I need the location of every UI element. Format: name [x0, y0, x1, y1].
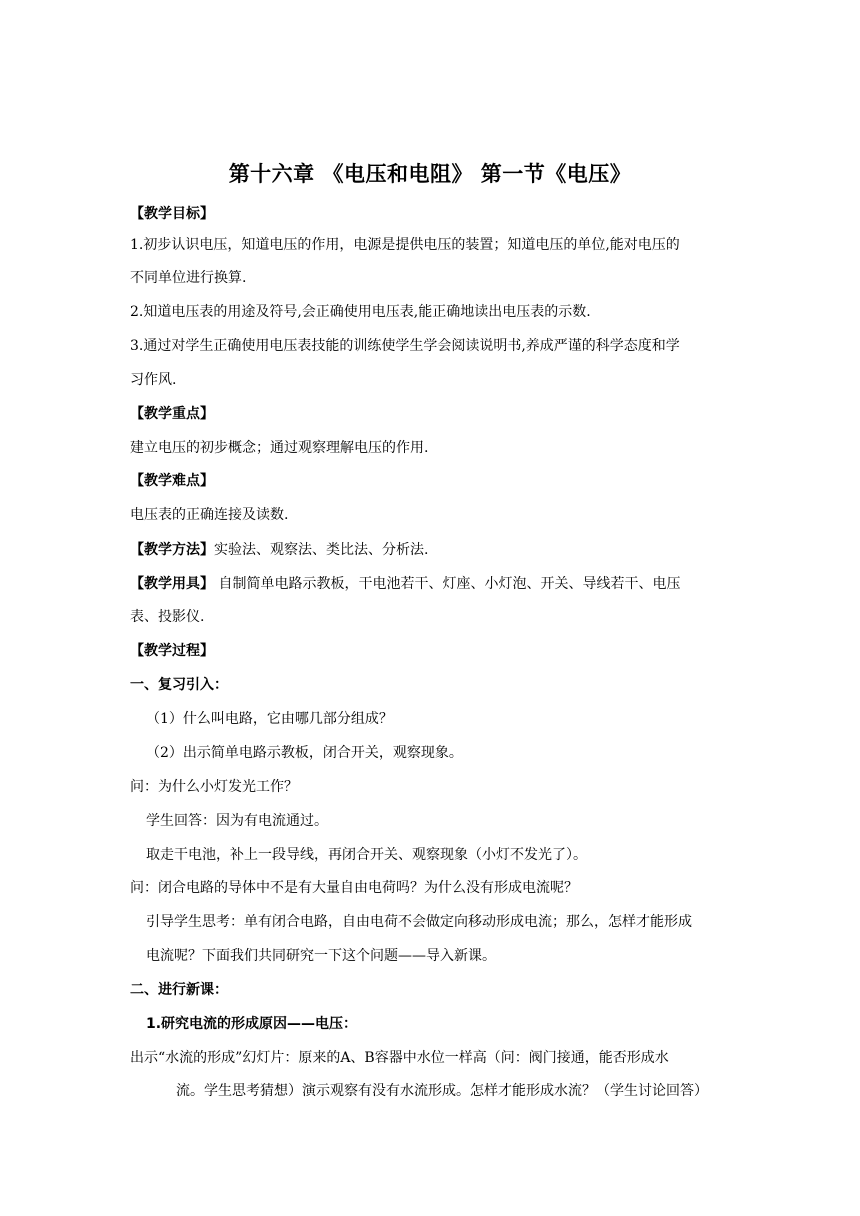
section-heading-objectives: 【教学目标】	[130, 206, 214, 222]
guide-thinking-line-1: 引导学生思考：单有闭合电路，自由电荷不会做定向移动形成电流；那么，怎样才能形成	[146, 914, 692, 930]
section-heading-difficulties: 【教学难点】	[130, 473, 214, 489]
guide-thinking-line-2: 电流呢？下面我们共同研究一下这个问题——导入新课。	[146, 948, 496, 964]
question-why-light: 问：为什么小灯发光工作？	[130, 779, 298, 795]
water-flow-line-2: 流。学生思考猜想）演示观察有没有水流形成。怎样才能形成水流？（学生讨论回答）	[176, 1083, 708, 1099]
review-question-2: （2）出示简单电路示教板，闭合开关，观察现象。	[146, 745, 463, 761]
objective-1-line-1: 1.初步认识电压，知道电压的作用，电源是提供电压的装置；知道电压的单位,能对电压的	[130, 237, 680, 253]
tools-row	[130, 574, 680, 594]
objective-3-line-1: 3.通过对学生正确使用电压表技能的训练使学生学会阅读说明书,养成严谨的科学态度和学	[130, 338, 680, 354]
tools-text-line-2: 表、投影仪.	[130, 609, 205, 625]
objective-3-line-2: 习作风.	[130, 372, 177, 388]
subsection-new-lesson: 二、进行新课：	[130, 982, 228, 998]
section-heading-key-points: 【教学重点】	[130, 406, 214, 422]
objective-2: 2.知道电压表的用途及符号,会正确使用电压表,能正确地读出电压表的示数.	[130, 304, 591, 320]
question-no-current: 问：闭合电路的导体中不是有大量自由电荷吗？为什么没有形成电流呢？	[130, 880, 578, 896]
section-heading-methods: 【教学方法】	[130, 542, 214, 558]
page-title: 第十六章 《电压和电阻》 第一节《电压》	[228, 162, 632, 186]
key-points-text: 建立电压的初步概念；通过观察理解电压的作用.	[130, 440, 429, 456]
topic-current-cause: 1.研究电流的形成原因——电压：	[146, 1016, 358, 1032]
section-heading-tools: 【教学用具】	[130, 576, 214, 592]
remove-battery-text: 取走干电池，补上一段导线，再闭合开关、观察现象（小灯不发光了）。	[146, 847, 587, 863]
difficulties-text: 电压表的正确连接及读数.	[130, 507, 289, 523]
methods-text: 实验法、观察法、类比法、分析法.	[214, 542, 429, 558]
water-flow-line-1: 出示“水流的形成”幻灯片：原来的A、B容器中水位一样高（问：阀门接通，能否形成水	[130, 1050, 669, 1066]
section-heading-process: 【教学过程】	[130, 643, 214, 659]
student-answer: 学生回答：因为有电流通过。	[146, 813, 328, 829]
tools-text-line-1: 自制简单电路示教板，干电池若干、灯座、小灯泡、开关、导线若干、电压	[214, 576, 681, 592]
subsection-review-intro: 一、复习引入：	[130, 677, 228, 693]
methods-row	[130, 540, 428, 560]
review-question-1: （1）什么叫电路，它由哪几部分组成？	[146, 711, 393, 727]
objective-1-line-2: 不同单位进行换算.	[130, 270, 247, 286]
